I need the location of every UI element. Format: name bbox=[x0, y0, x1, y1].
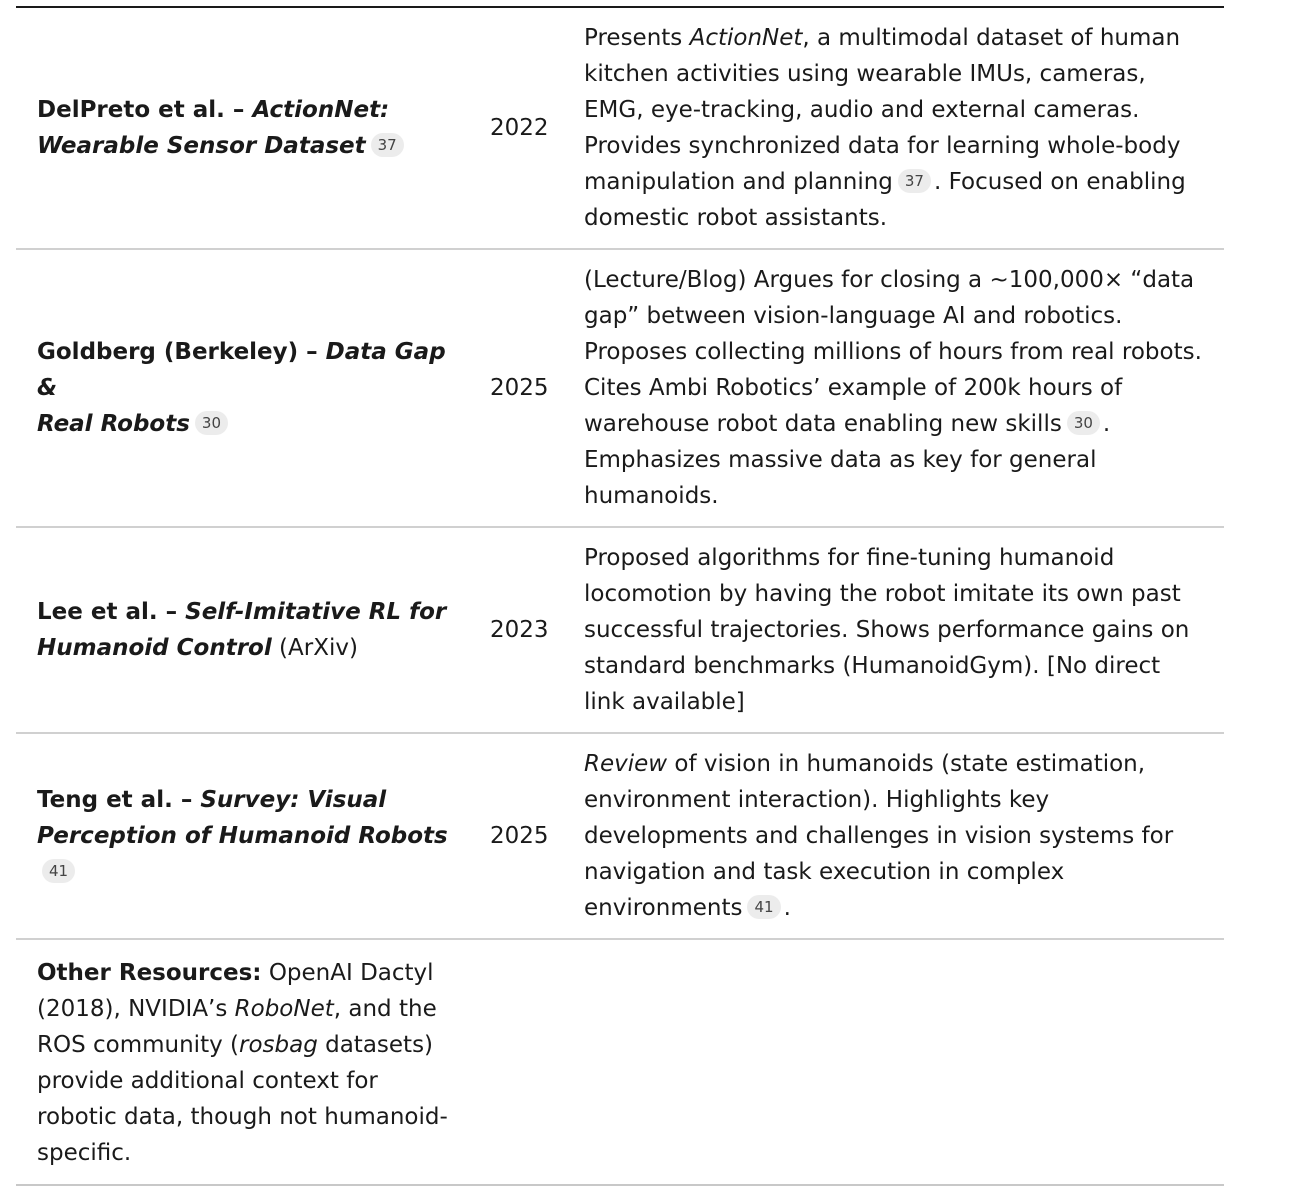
resource-venue: (ArXiv) bbox=[271, 635, 358, 661]
other-resources-label: Other Resources: bbox=[37, 960, 262, 986]
other-resources-text: datasets) provide additional context for robotic data, though not humanoid-specific. bbox=[37, 1032, 448, 1166]
description-text: . bbox=[783, 895, 791, 921]
resource-authors: Goldberg (Berkeley) – bbox=[37, 339, 326, 365]
other-resources-italic: RoboNet bbox=[234, 996, 334, 1022]
description-text: . Emphasizes massive data as key for general humanoids. bbox=[584, 411, 1111, 509]
resource-title-italic: ActionNet: bbox=[252, 97, 390, 123]
citation-badge[interactable]: 30 bbox=[1067, 411, 1100, 435]
description-text: of vision in humanoids (state estimation, environment interaction). Highlights key developments and challenges in vision systems for navigation and task execution in complex environments bbox=[584, 751, 1174, 921]
resource-year: 2023 bbox=[468, 527, 584, 733]
empty-year-cell bbox=[468, 939, 584, 1185]
resource-authors: Teng et al. – bbox=[37, 787, 201, 813]
table-row bbox=[16, 733, 1224, 939]
resources-table bbox=[16, 6, 1224, 1186]
resource-description bbox=[584, 527, 1224, 733]
other-resources-cell bbox=[16, 939, 468, 1185]
resource-description bbox=[584, 7, 1224, 249]
other-resources-text: OpenAI Dactyl (2018), NVIDIA’s bbox=[37, 960, 434, 1022]
resource-title-cell bbox=[16, 7, 468, 249]
resource-title-cell bbox=[16, 249, 468, 527]
resources-table-wrapper bbox=[16, 6, 1224, 1186]
resource-title-italic: Perception of Humanoid Robots bbox=[37, 823, 448, 849]
resource-title-italic: Self-Imitative RL for bbox=[185, 599, 447, 625]
resource-title-italic: Humanoid Control bbox=[37, 635, 272, 661]
table-row bbox=[16, 527, 1224, 733]
resource-title-italic: Real Robots bbox=[37, 411, 190, 437]
resource-year: 2025 bbox=[468, 249, 584, 527]
resource-description bbox=[584, 733, 1224, 939]
resource-title-cell bbox=[16, 733, 468, 939]
citation-badge[interactable]: 30 bbox=[195, 411, 228, 435]
resource-year: 2022 bbox=[468, 7, 584, 249]
citation-badge[interactable]: 37 bbox=[371, 133, 404, 157]
resource-title-cell bbox=[16, 527, 468, 733]
resource-title-italic: Survey: Visual bbox=[200, 787, 387, 813]
empty-description-cell bbox=[584, 939, 1224, 1185]
description-text: Proposed algorithms for fine-tuning humanoid locomotion by having the robot imitate its own past successful trajectories. Shows performance gains on standard benchmarks (HumanoidGym). [No direct link available] bbox=[584, 545, 1190, 715]
description-text: , a multimodal dataset of human kitchen activities using wearable IMUs, cameras, EMG, eye-tracking, audio and external cameras. Provides synchronized data for learning whole-body manipulation and planning bbox=[584, 25, 1181, 195]
resource-authors: Lee et al. – bbox=[37, 599, 186, 625]
citation-badge[interactable]: 41 bbox=[747, 895, 780, 919]
table-row bbox=[16, 249, 1224, 527]
resource-authors: DelPreto et al. – bbox=[37, 97, 253, 123]
resource-year: 2025 bbox=[468, 733, 584, 939]
description-italic: ActionNet bbox=[689, 25, 803, 51]
resource-description bbox=[584, 249, 1224, 527]
description-text: (Lecture/Blog) Argues for closing a ~100,000× “data gap” between vision-language AI and robotics. Proposes collecting millions of hours from real robots. Cites Ambi Robotics’ example of 200k hours of warehouse robot data enabling new skills bbox=[584, 267, 1202, 437]
resource-title-italic: Wearable Sensor Dataset bbox=[37, 133, 366, 159]
description-text: . Focused on enabling domestic robot assistants. bbox=[584, 169, 1186, 231]
citation-badge[interactable]: 37 bbox=[898, 169, 931, 193]
citation-badge[interactable]: 41 bbox=[42, 859, 75, 883]
other-resources-text: , and the ROS community ( bbox=[37, 996, 437, 1058]
table-row bbox=[16, 7, 1224, 249]
description-italic: Review bbox=[584, 751, 668, 777]
table-row-other-resources bbox=[16, 939, 1224, 1185]
other-resources-italic: rosbag bbox=[238, 1032, 318, 1058]
resource-title-italic: Data Gap & bbox=[37, 339, 446, 401]
description-text: Presents bbox=[584, 25, 690, 51]
